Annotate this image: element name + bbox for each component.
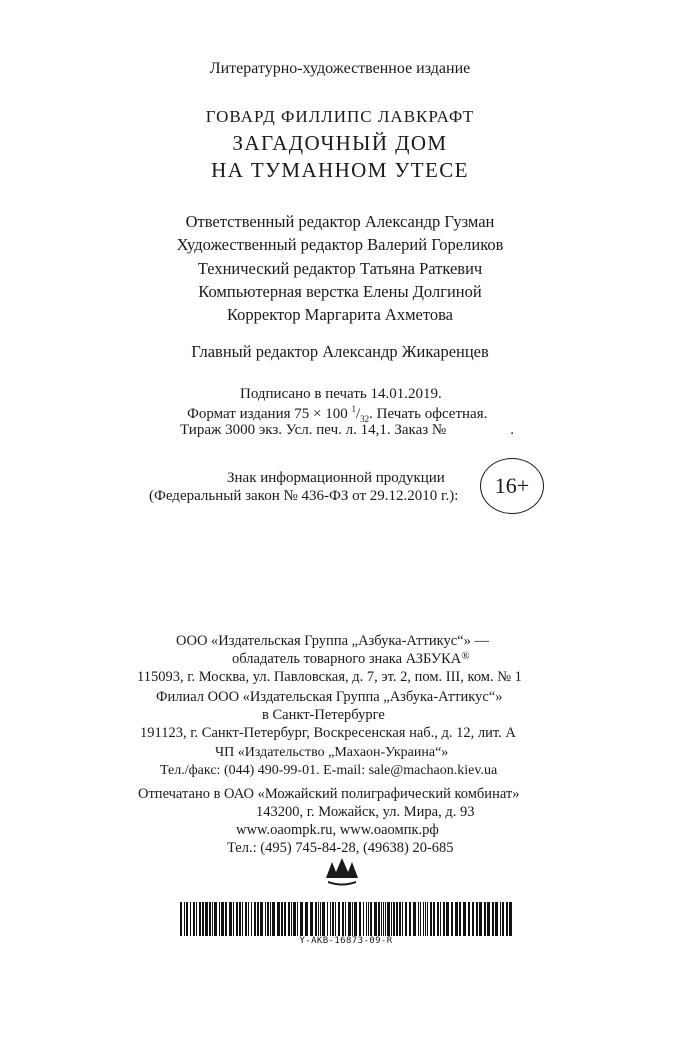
printer-address: 143200, г. Можайск, ул. Мира, д. 93 [256,804,475,820]
staff-proofreader: Корректор Маргарита Ахметова [226,305,454,324]
branch-name: Филиал ООО «Издательская Группа „Азбука-Аттикус“» [156,689,503,705]
book-title-line-2: НА ТУМАННОМ УТЕСЕ [211,158,469,182]
branch-address: 191123, г. Санкт-Петербург, Воскресенская наб., д. 12, лит. А [140,725,516,741]
info-mark-label: Знак информационной продукции [227,470,445,486]
chief-editor: Главный редактор Александр Жикаренцев [191,342,489,361]
signed-to-print: Подписано в печать 14.01.2019. [240,386,442,402]
barcode-icon [180,902,512,936]
printer-website: www.oaompk.ru, www.оаомпк.рф [236,822,439,838]
publisher-name: ООО «Издательская Группа „Азбука-Аттикус“» — [176,633,489,649]
staff-layout: Компьютерная верстка Елены Долгиной [198,282,482,301]
book-title-line-1: ЗАГАДОЧНЫЙ ДОМ [232,131,448,155]
ukraine-contacts: Тел./факс: (044) 490-99-01. E-mail: sale@machaon.kiev.ua [160,763,498,778]
publisher-address: 115093, г. Москва, ул. Павловская, д. 7, эт. 2, пом. III, ком. № 1 [137,669,522,685]
staff-art-editor: Художественный редактор Валерий Гореликов [176,235,504,254]
info-mark-law: (Федеральный закон № 436-ФЗ от 29.12.2010 г.): [149,488,459,504]
author-name: ГОВАРД ФИЛЛИПС ЛАВКРАФТ [205,107,475,126]
age-rating-badge: 16+ [480,458,544,514]
printer-logo-icon [324,856,360,886]
trademark-holder: обладатель товарного знака АЗБУКА® [232,650,470,667]
ukraine-publisher: ЧП «Издательство „Махаон-Украина“» [215,745,449,760]
staff-managing-editor: Ответственный редактор Александр Гузман [185,212,495,231]
staff-technical-editor: Технический редактор Татьяна Раткевич [197,259,483,278]
branch-city: в Санкт-Петербурге [262,707,385,723]
printer-name: Отпечатано в ОАО «Можайский полиграфический комбинат» [138,786,520,802]
barcode-number: Y-AKB-16873-09-R [299,936,393,946]
registered-mark-icon: ® [461,650,470,662]
circulation-info: Тираж 3000 экз. Усл. печ. л. 14,1. Заказ № . [180,422,514,438]
edition-type: Литературно-художественное издание [209,60,471,77]
print-format: Формат издания 75 × 100 $^1/_{32}$. Печать офсетная. [187,404,488,424]
printer-phone: Тел.: (495) 745-84-28, (49638) 20-685 [227,840,454,856]
